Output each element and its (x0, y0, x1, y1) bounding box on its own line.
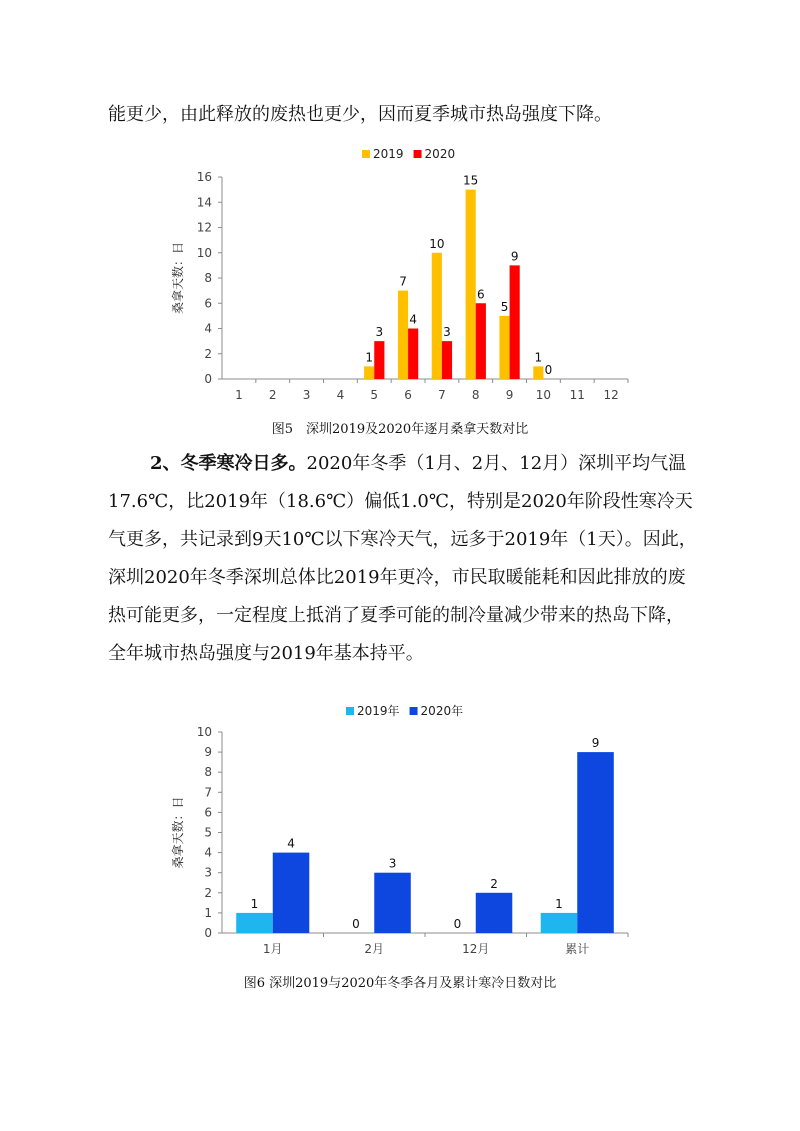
x-tick-label: 2 (268, 388, 277, 402)
bar-0 (236, 913, 273, 933)
bar-0 (533, 366, 543, 379)
x-tick-label: 累计 (565, 942, 590, 956)
bar-1 (476, 893, 513, 933)
bar-0 (364, 366, 374, 379)
y-tick-label: 6 (204, 296, 212, 311)
y-tick-label: 10 (196, 725, 212, 739)
x-tick-label: 1月 (262, 942, 283, 956)
y-tick-label: 0 (204, 372, 212, 386)
bar-1 (577, 752, 614, 933)
data-label: 5 (500, 299, 509, 314)
bar-1 (273, 853, 310, 933)
legend-swatch-1 (414, 150, 422, 158)
legend-swatch-0 (346, 707, 354, 715)
bar-0 (499, 316, 509, 379)
x-tick-label: 8 (471, 388, 480, 402)
x-tick-label: 5 (370, 388, 379, 402)
data-label: 0 (352, 917, 360, 931)
paragraph-winter (108, 445, 698, 673)
x-tick-label: 9 (505, 388, 514, 402)
x-tick-label: 2月 (364, 942, 385, 956)
legend-label-1: 2020 (424, 147, 456, 161)
data-label: 4 (409, 312, 417, 327)
data-label: 6 (477, 287, 485, 302)
data-label: 10 (429, 236, 445, 251)
bar-1 (510, 265, 520, 379)
data-label: 3 (375, 325, 384, 340)
x-tick-label: 4 (336, 388, 345, 402)
bar-1 (476, 303, 486, 379)
data-label: 1 (555, 896, 563, 911)
y-tick-label: 2 (204, 346, 212, 361)
legend-label-1: 2020年 (420, 704, 464, 718)
data-label: 9 (591, 736, 600, 751)
data-label: 7 (399, 274, 407, 289)
data-label: 3 (443, 325, 451, 340)
y-tick-label: 8 (204, 271, 212, 285)
y-tick-label: 2 (204, 885, 212, 900)
x-tick-label: 7 (438, 388, 446, 402)
bar-0 (398, 291, 408, 379)
x-tick-label: 12月 (462, 942, 490, 956)
y-tick-label: 10 (196, 245, 212, 260)
x-tick-label: 10 (535, 388, 552, 402)
x-tick-label: 1 (235, 388, 243, 402)
x-tick-label: 3 (302, 388, 311, 402)
bar-1 (442, 341, 452, 379)
legend-label-0: 2019年 (357, 704, 400, 718)
y-tick-label: 7 (204, 785, 212, 800)
y-tick-label: 4 (204, 321, 212, 336)
data-label: 1 (250, 896, 259, 911)
data-label: 1 (365, 350, 373, 365)
y-tick-label: 0 (204, 926, 212, 940)
legend-swatch-0 (362, 150, 370, 158)
y-tick-label: 3 (204, 865, 212, 880)
x-tick-label: 6 (404, 388, 412, 402)
y-tick-label: 14 (196, 195, 212, 210)
y-tick-label: 6 (204, 805, 212, 820)
y-tick-label: 1 (204, 905, 212, 920)
y-tick-label: 16 (196, 170, 212, 184)
bar-1 (408, 329, 418, 380)
paragraph-summer: 能更少，由此释放的废热也更少，因而夏季城市热岛强度下降。 (108, 104, 612, 125)
bar-0 (541, 913, 578, 933)
data-label: 0 (544, 363, 553, 377)
data-label: 0 (453, 917, 462, 931)
data-label: 3 (388, 856, 397, 871)
section-heading-winter: 2、冬季寒冷日多。 (150, 453, 307, 474)
data-label: 4 (287, 836, 295, 851)
legend-label-0: 2019 (373, 147, 404, 161)
y-tick-label: 5 (204, 825, 212, 840)
x-tick-label: 11 (569, 388, 585, 402)
bar-0 (432, 253, 442, 379)
bar-1 (374, 341, 384, 379)
y-tick-label: 9 (204, 745, 212, 760)
figure-5-caption: 图5 深圳2019及2020年逐月桑拿天数对比 (271, 422, 529, 437)
y-axis-title: 桑拿天数：日 (171, 241, 185, 315)
y-tick-label: 4 (204, 845, 212, 860)
paragraph-winter-body: 2020年冬季（1月、2月、12月）深圳平均气温17.6℃，比2019年（18.6℃）偏低1.0℃，特别是2020年阶段性寒冷天气更多，共记录到9天10℃以下寒冷天气，远多于2019年（1天）。因此，深圳2020年冬季深圳总体比2019年更冷，市民取暖能耗和因此排放的废热可能更多，一定程度上抵消了夏季可能的制冷量减少带来的热岛下降，全年城市热岛强度与2019年基本持平。 (108, 453, 697, 664)
bar-1 (374, 873, 411, 933)
x-tick-label: 12 (603, 388, 619, 402)
chart-sauna-days-monthly (160, 140, 640, 410)
chart-cold-days-winter (160, 700, 640, 968)
legend-swatch-1 (410, 707, 418, 715)
y-tick-label: 8 (204, 765, 212, 780)
figure-6-caption: 图6 深圳2019与2020年冬季各月及累计寒冷日数对比 (243, 976, 557, 991)
data-label: 1 (534, 350, 543, 365)
data-label: 2 (490, 876, 498, 891)
data-label: 9 (510, 249, 519, 264)
y-axis-title: 桑拿天数：日 (171, 796, 185, 869)
y-tick-label: 12 (196, 220, 212, 235)
bar-0 (466, 190, 476, 379)
data-label: 15 (463, 173, 479, 188)
